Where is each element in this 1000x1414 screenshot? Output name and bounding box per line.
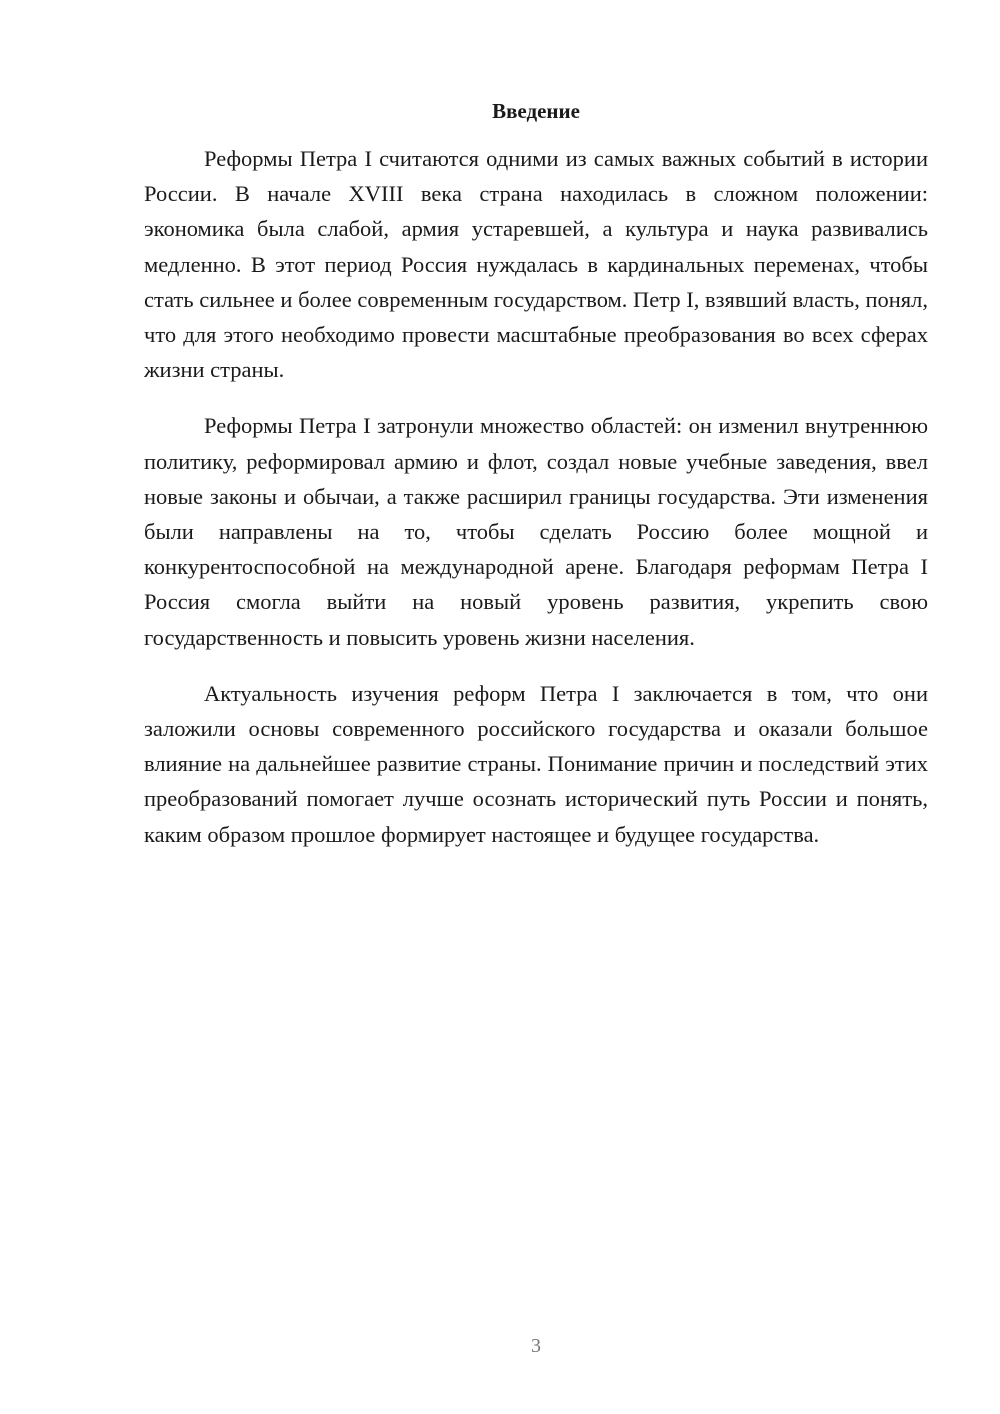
paragraph-2: Реформы Петра I затронули множество областей: он изменил внутреннюю политику, реформировал армию и флот, создал новые учебные заведения, ввел новые законы и обычаи, а также расширил границы государства. Эти изменения были направлены на то, чтобы сделать Россию более мощной и конкурентоспособной на международной арене. Благодаря реформам Петра I Россия смогла выйти на новый уровень развития, укрепить свою государственность и повысить уровень жизни населения. bbox=[144, 413, 928, 650]
section-title: Введение bbox=[492, 99, 580, 123]
paragraph-1: Реформы Петра I считаются одними из самых важных событий в истории России. В начале XVIII века страна находилась в сложном положении: экономика была слабой, армия устаревшей, а культура и наука развивались медленно. В этот период Россия нуждалась в кардинальных переменах, чтобы стать сильнее и более современным государством. Петр I, взявший власть, понял, что для этого необходимо провести масштабные преобразования во всех сферах жизни страны. bbox=[144, 146, 928, 383]
page-number: 3 bbox=[531, 1335, 541, 1357]
page-content bbox=[144, 97, 928, 873]
paragraph-3: Актуальность изучения реформ Петра I заключается в том, что они заложили основы современного российского государства и оказали большое влияние на дальнейшее развитие страны. Понимание причин и последствий этих преобразований помогает лучше осознать исторический путь России и понять, каким образом прошлое формирует настоящее и будущее государства. bbox=[144, 680, 928, 847]
